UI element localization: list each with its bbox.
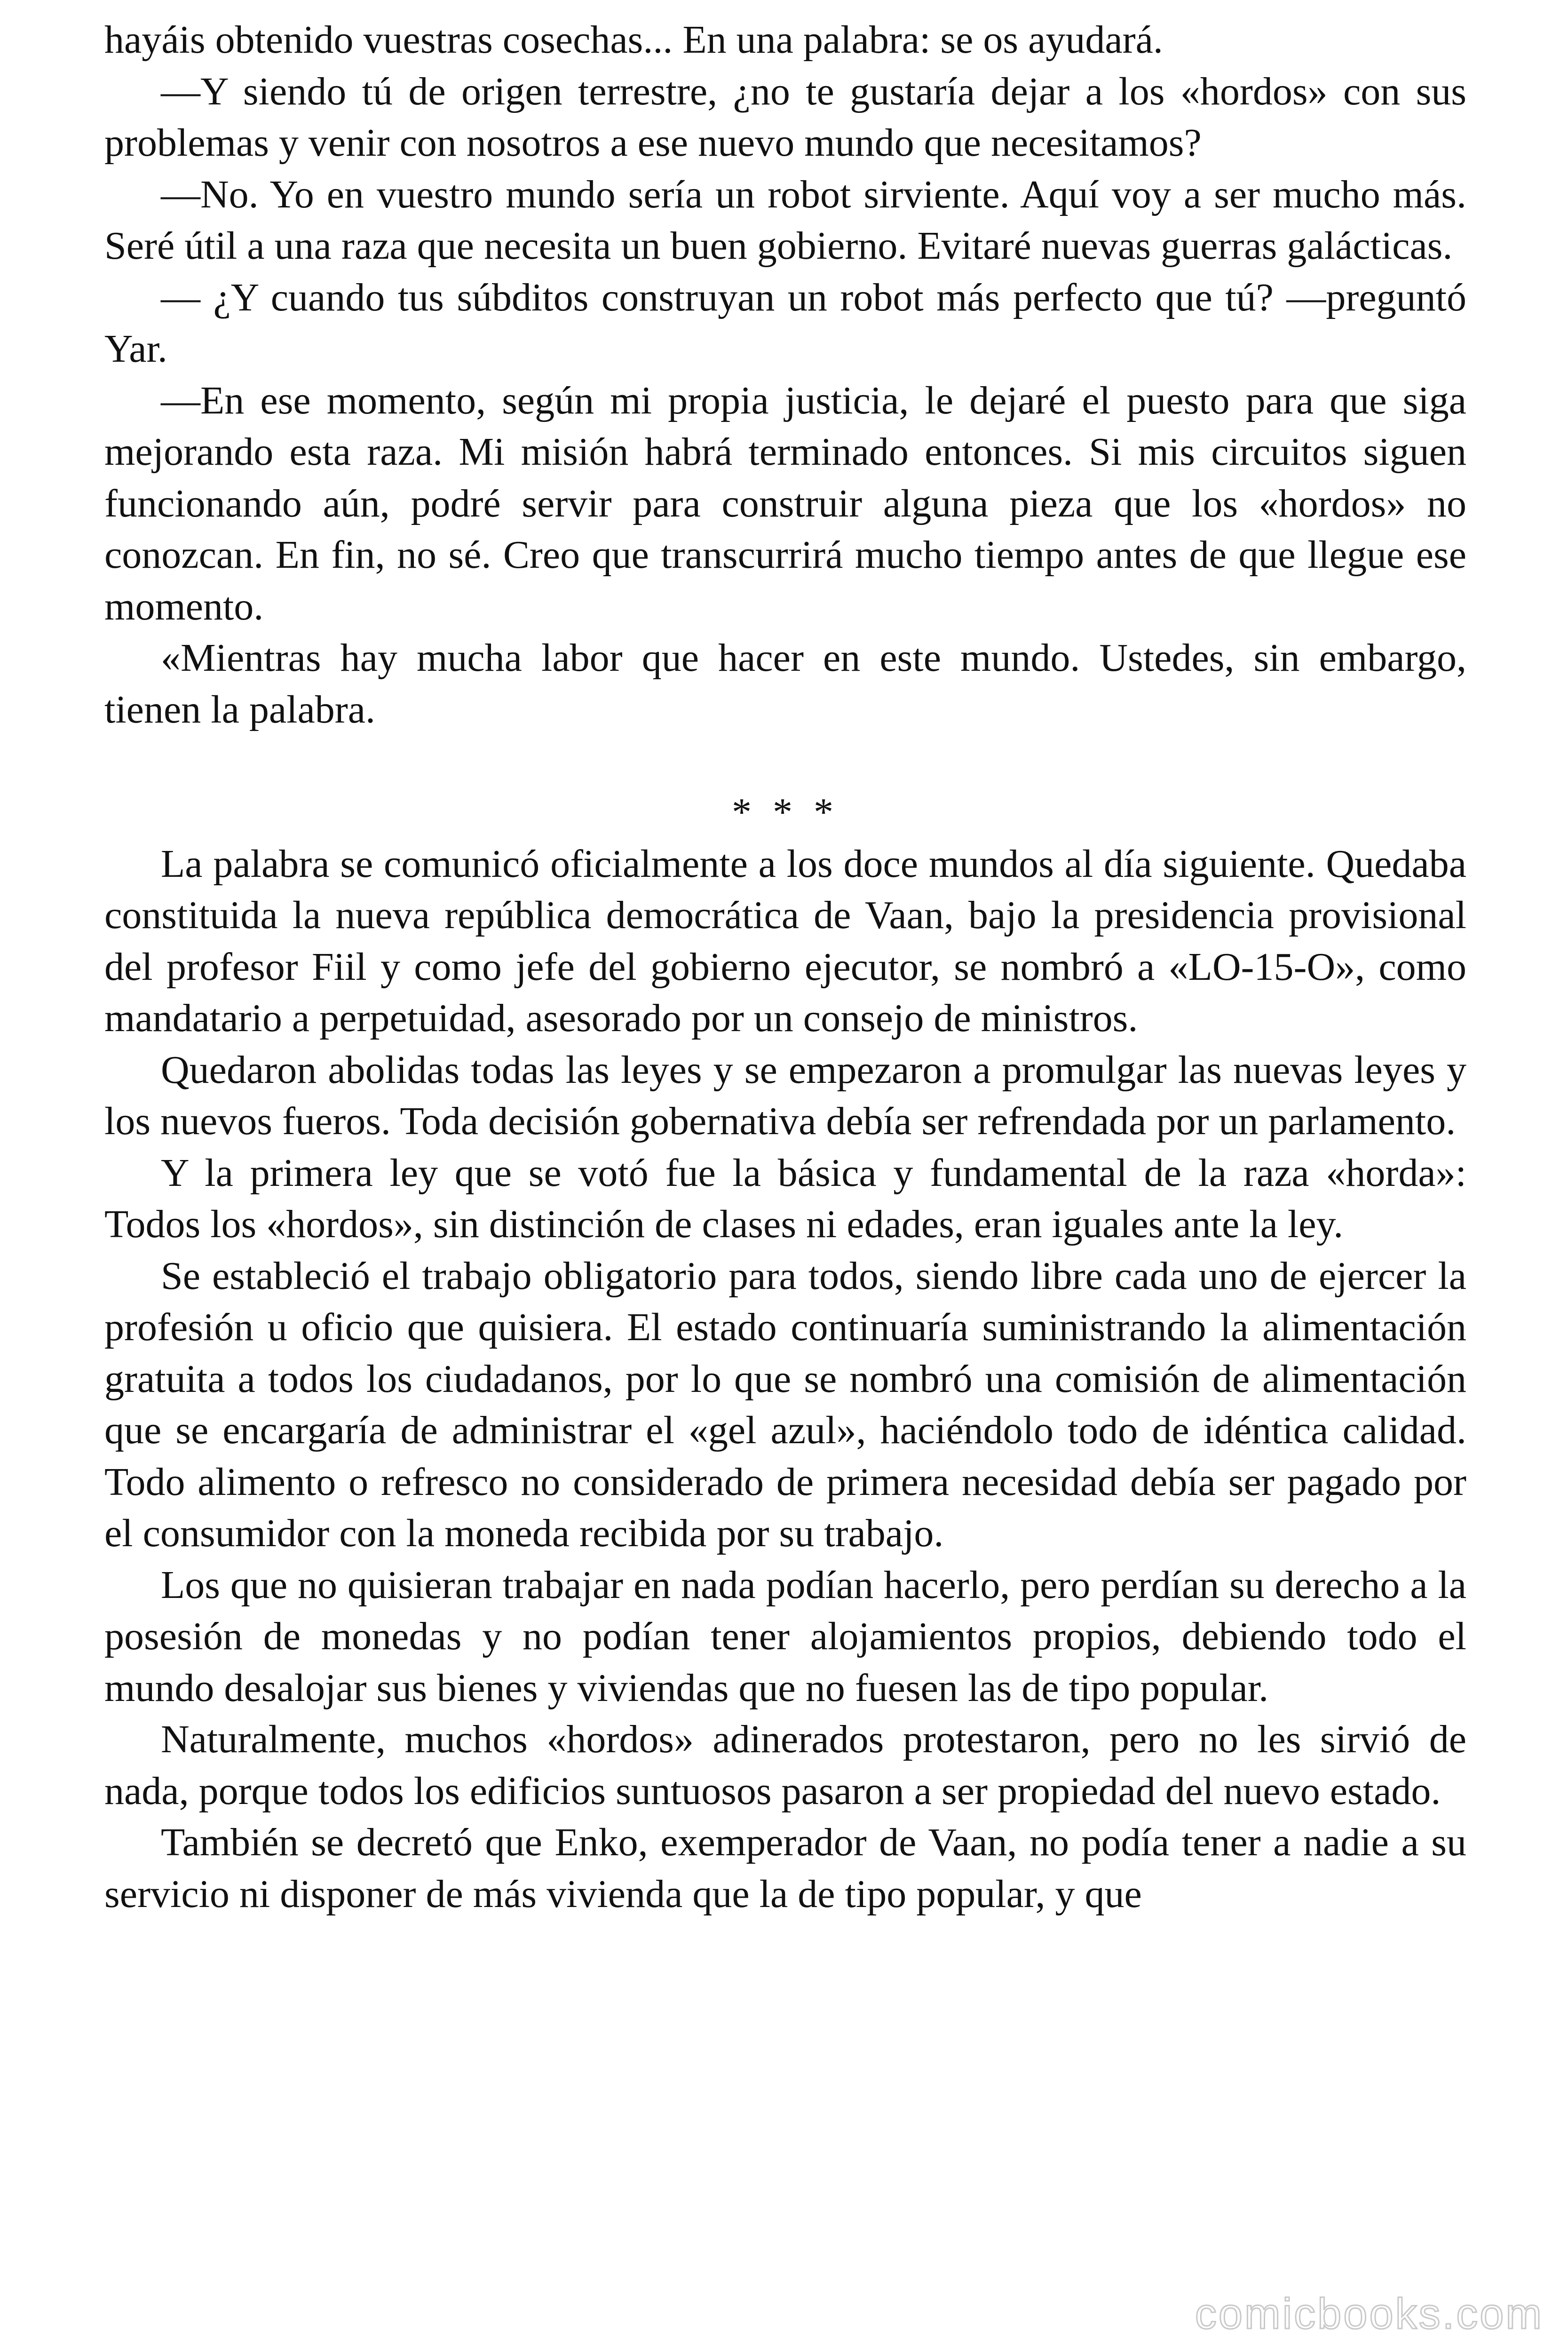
paragraph: Y la primera ley que se votó fue la básica y fundamental de la raza «horda»: Todos los «hordos», sin distinción de clases ni edades, eran iguales ante la ley. [104,1151,1466,1246]
paragraph: También se decretó que Enko, exemperador de Vaan, no podía tener a nadie a su servicio ni disponer de más vivienda que la de tipo popular, y que [104,1820,1466,1916]
paragraph: —En ese momento, según mi propia justicia, le dejaré el puesto para que siga mejorando esta raza. Mi misión habrá terminado entonces. Si mis circuitos siguen funcionando aún, podré servir para construir alguna pieza que los «hordos» no conozcan. En fin, no sé. Creo que transcurrirá mucho tiempo antes de que llegue ese momento. [104,378,1466,628]
paragraph: —No. Yo en vuestro mundo sería un robot sirviente. Aquí voy a ser mucho más. Seré útil a una raza que necesita un buen gobierno. Evitaré nuevas guerras galácticas. [104,172,1466,268]
paragraph: Los que no quisieran trabajar en nada podían hacerlo, pero perdían su derecho a la posesión de monedas y no podían tener alojamientos propios, debiendo todo el mundo desalojar sus bienes y viviendas que no fuesen las de tipo popular. [104,1563,1466,1710]
section-separator: * * * [732,790,839,834]
paragraph: Se estableció el trabajo obligatorio para todos, siendo libre cada uno de ejercer la profesión u oficio que quisiera. El estado continuaría suministrando la alimentación gratuita a todos los ciudadanos, por lo que se nombró una comisión de alimentación que se encargaría de administrar el «gel azul», haciéndolo todo de idéntica calidad. Todo alimento o refresco no considerado de primera necesidad debía ser pagado por el consumidor con la moneda recibida por su trabajo. [104,1254,1466,1555]
paragraph: —Y siendo tú de origen terrestre, ¿no te gustaría dejar a los «hordos» con sus problemas y venir con nosotros a ese nuevo mundo que necesitamos? [104,69,1466,165]
paragraph: Naturalmente, muchos «hordos» adinerados protestaron, pero no les sirvió de nada, porque todos los edificios suntuosos pasaron a ser propiedad del nuevo estado. [104,1717,1466,1813]
paragraph: Quedaron abolidas todas las leyes y se empezaron a promulgar las nuevas leyes y los nuevos fueros. Toda decisión gobernativa debía ser refrendada por un parlamento. [104,1048,1466,1143]
watermark-logo: comicbooks.com [1195,2290,1544,2338]
paragraph: La palabra se comunicó oficialmente a los doce mundos al día siguiente. Quedaba constituida la nueva república democrática de Vaan, bajo la presidencia provisional del profesor Fiil y como jefe del gobierno ejecutor, se nombró a «LO-15-O», como mandatario a perpetuidad, asesorado por un consejo de ministros. [104,842,1466,1040]
book-page-text [104,14,1466,1920]
paragraph: hayáis obtenido vuestras cosechas... En una palabra: se os ayudará. [104,18,1163,62]
paragraph: — ¿Y cuando tus súbditos construyan un robot más perfecto que tú? —preguntó Yar. [104,275,1466,371]
paragraph: «Mientras hay mucha labor que hacer en este mundo. Ustedes, sin embargo, tienen la palabra. [104,636,1466,731]
